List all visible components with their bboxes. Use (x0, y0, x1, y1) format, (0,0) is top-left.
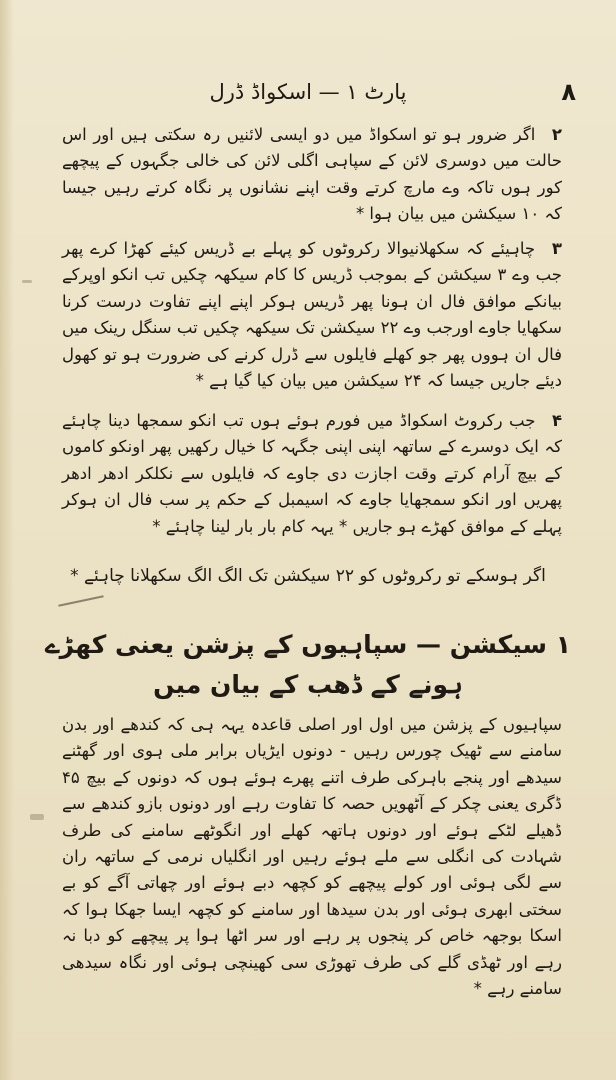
paragraph-number: ۲ (551, 125, 562, 144)
page-header (40, 78, 576, 112)
margin-mark (30, 814, 44, 820)
paragraph-text: اگر ضرور ہو تو اسکواڈ میں دو ایسی لائنیں رہ سکتی ہیں اور اس حالت میں دوسری لائن کے سپاہی اگلی لائن کی خالی جگہوں کے پیچھے کور ہوں تاکہ وے مارچ کرتے وقت اپنے نشانوں پر نگاہ کرتے رہیں جیسا کہ ۱۰ سیکشن میں بیان ہوا * (62, 125, 562, 224)
paragraph-text: چاہیئے کہ سکھلانیوالا رکروٹوں کو پہلے بے ڈریس کیئے کھڑا کرے پھر جب وے ۳ سیکشن کے بموجب ڈریس کا کام سیکھہ چکیں تب انکو اوپرکے بیانکے موافق فال ان ہونا پھر ڈریس ہوکر اپنے اپنے تفاوت درست کرنا سکھایا جاوے اورجب وے ۲۲ سیکشن تک سیکھہ چکیں تب سنگل رینک میں فال ان ہووں پھر جو کھلے فایلوں سے ڈرل کرنے کی ضرورت ہو تو کھول دیئے جاریں جیسا کہ ۲۴ سیکشن میں بیان کیا گیا ہے * (62, 239, 562, 391)
paragraph-number: ۳ (551, 239, 562, 258)
section-body: سپاہیوں کے پزشن میں اول اور اصلی قاعدہ یہہ ہی کہ کندھے اور بدن سامنے سے ٹھیک چورس رہیں - دونوں ایڑیاں برابر ملی ہوی اور گھٹنے سیدھے اور پنجے باہرکی طرف اتنے پھرے ہوئے ہوں کہ دونوں کے بیچ ۴۵ ڈگری یعنی چکر کے آٹھویں حصہ کا تفاوت رہے اور دونوں بازو کندھے سے ڈھیلے لٹکے ہوئے اور دونوں ہاتھہ کھلے اور انگوٹھے سامنے کی طرف شہادت کی انگلی سے ملے ہوئے رہیں اور انگلیاں نرمی کے ساتھہ ران سے لگی ہوئی اور کولے پیچھے کو کچھہ دبے ہوئے اور چھاتی آگے کو بے سختی ابھری ہوئی اور بدن سیدھا اور سامنے کو کچھہ ایسا جھکا ہوا کہ اسکا بوجھہ خاص کر پنجوں پر رہے اور سر اٹھا ہوا پر پیچھے کو دبا نہ رہے اور ٹھڈی گلے کی طرف تھوڑی سی کھینچی ہوئی اور نگاہ سیدھی سامنے رہے * (62, 715, 562, 999)
section-heading-line1: ۱ سیکشن — سپاہیوں کے پزشن یعنی کھڑے (45, 630, 571, 659)
margin-mark (22, 280, 32, 283)
paragraph-text: جب رکروٹ اسکواڈ میں فورم ہوئے ہوں تب انکو سمجھا دینا چاہئے کہ ایک دوسرے کے ساتھہ اپنی اپنی جگہہ کا خیال رکھیں پھر اونکو کاموں کے بیچ آرام کرتے وقت اجازت دی جاوے کہ فایلوں سے نکلکر ادھر ادھر پھریں اور انکو سمجھایا جاوے کہ اسیمبل کے حکم پر سب فال ان ہوکر پہلے کے موافق کھڑے ہو جاریں * یہہ کام بار بار لینا چاہئے * (62, 411, 562, 536)
page-number: ٨ (561, 78, 576, 106)
running-head: پارٹ ۱ — اسکواڈ ڈرل (209, 80, 407, 104)
paragraph-number: ۴ (551, 411, 563, 430)
paragraph-2 (62, 122, 562, 228)
paragraph-4 (62, 408, 562, 540)
centre-note: اگر ہوسکے تو رکروٹوں کو ۲۲ سیکشن تک الگ الگ سکھلانا چاہئے * (70, 566, 546, 586)
paragraph-3 (62, 236, 562, 394)
pencil-mark (58, 595, 103, 607)
section-heading-line2: ہونے کے ڈھب کے بیان میں (153, 670, 463, 699)
